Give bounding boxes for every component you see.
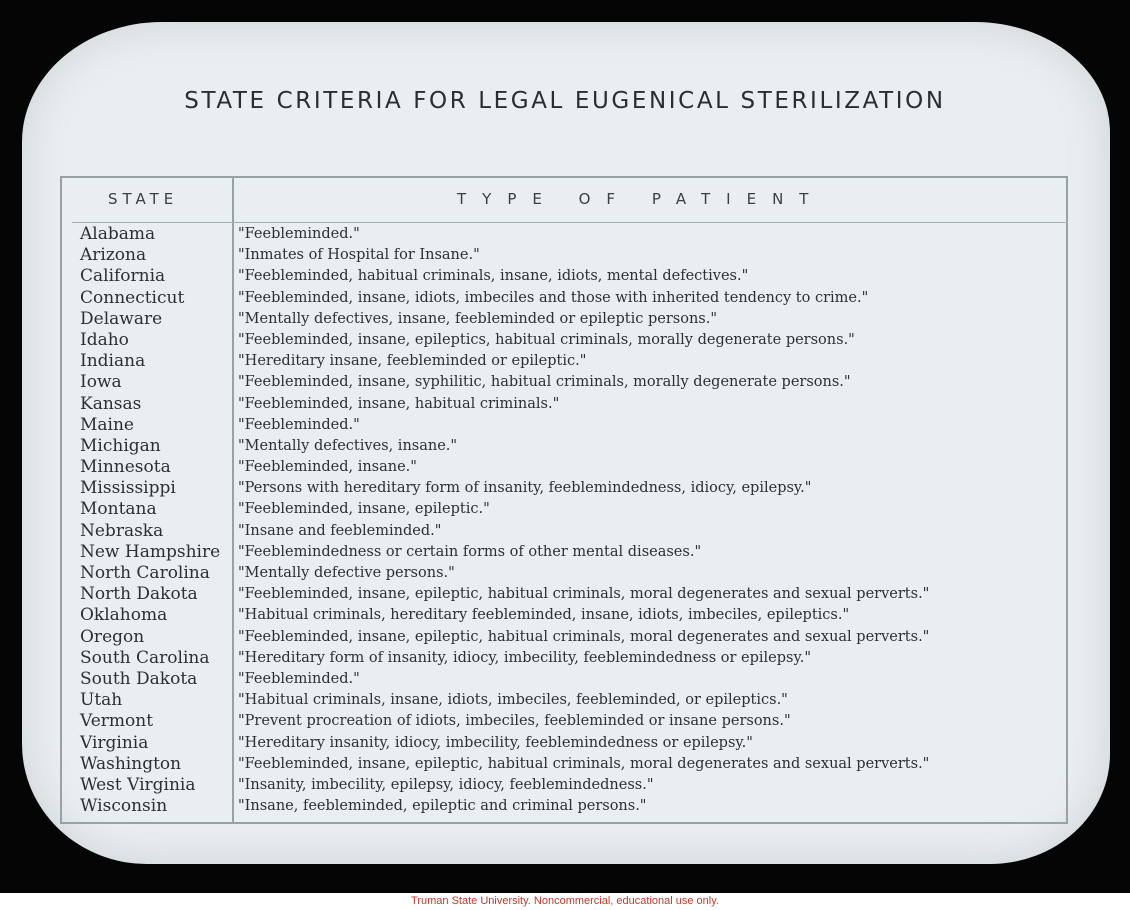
state-name: Iowa (80, 372, 122, 393)
state-name: Delaware (80, 308, 163, 329)
header-divider (72, 222, 1068, 223)
state-name: Virginia (80, 732, 149, 753)
table-row (62, 542, 1066, 563)
table-row (62, 478, 1066, 499)
table-row (62, 394, 1066, 415)
patient-type: "Persons with hereditary form of insanity, feeblemindedness, idiocy, epilepsy." (238, 480, 812, 497)
table-row (62, 775, 1066, 796)
patient-type: "Feebleminded, insane, syphilitic, habitual criminals, morally degenerate persons." (238, 374, 851, 391)
patient-type: "Inmates of Hospital for Insane." (238, 247, 480, 264)
patient-type: "Feebleminded, habitual criminals, insane, idiots, mental defectives." (238, 268, 749, 285)
state-name: Kansas (80, 393, 142, 414)
table-row (62, 584, 1066, 605)
slide-title: STATE CRITERIA FOR LEGAL EUGENICAL STERILIZATION (184, 88, 946, 114)
state-name: Oklahoma (80, 605, 168, 626)
patient-type: "Feebleminded, insane." (238, 459, 417, 476)
patient-type: "Mentally defective persons." (238, 565, 455, 581)
table-row (62, 309, 1066, 330)
patient-type: "Prevent procreation of idiots, imbeciles, feebleminded or insane persons." (238, 713, 791, 730)
table-row (62, 372, 1066, 393)
table-row (62, 266, 1066, 287)
state-name: New Hampshire (80, 541, 221, 562)
state-name: Indiana (80, 351, 146, 372)
state-name: West Virginia (80, 774, 196, 795)
patient-type: "Insanity, imbecility, epilepsy, idiocy, feeblemindedness." (238, 776, 654, 793)
table-row (62, 521, 1066, 542)
table-body (62, 224, 1066, 817)
state-name: California (80, 266, 166, 287)
table-row (62, 330, 1066, 351)
criteria-table (60, 176, 1068, 824)
patient-type: "Feebleminded." (238, 226, 360, 242)
state-name: Washington (80, 753, 182, 774)
header-state: STATE (108, 190, 179, 208)
patient-type: "Mentally defectives, insane, feebleminded or epileptic persons." (238, 310, 718, 327)
state-name: North Dakota (80, 584, 198, 605)
state-name: Oregon (80, 626, 145, 647)
header-type-of-patient: TYPE OF PATIENT (457, 190, 825, 208)
patient-type: "Feebleminded, insane, epileptic, habitual criminals, moral degenerates and sexual perverts." (238, 628, 930, 645)
table-row (62, 648, 1066, 669)
state-name: Montana (80, 499, 157, 520)
state-name: Idaho (80, 329, 129, 350)
state-name: Minnesota (80, 457, 171, 478)
state-name: North Carolina (80, 563, 210, 583)
patient-type: "Hereditary insane, feebleminded or epileptic." (238, 353, 587, 370)
state-name: Arizona (80, 245, 147, 266)
patient-type: "Feebleminded." (238, 416, 360, 433)
patient-type: "Feebleminded, insane, habitual criminals." (238, 395, 560, 412)
table-row (62, 690, 1066, 711)
patient-type: "Feeblemindedness or certain forms of other mental diseases." (238, 543, 702, 560)
footer-credit: Truman State University. Noncommercial, educational use only. (411, 895, 719, 907)
state-name: Alabama (80, 224, 156, 244)
patient-type: "Feebleminded, insane, epileptic." (238, 501, 490, 518)
table-row (62, 436, 1066, 457)
table-row (62, 351, 1066, 372)
table-row (62, 245, 1066, 266)
patient-type: "Mentally defectives, insane." (238, 437, 458, 454)
patient-type: "Feebleminded, insane, idiots, imbeciles and those with inherited tendency to crime." (238, 289, 869, 306)
table-row (62, 563, 1066, 584)
table-row (62, 605, 1066, 626)
patient-type: "Feebleminded, insane, epileptic, habitual criminals, moral degenerates and sexual perverts." (238, 586, 930, 603)
table-row (62, 224, 1066, 245)
state-name: Nebraska (80, 520, 164, 541)
state-name: Vermont (80, 711, 154, 732)
state-name: South Carolina (80, 647, 210, 668)
table-row (62, 499, 1066, 520)
patient-type: "Feebleminded." (238, 670, 360, 687)
table-row (62, 415, 1066, 436)
table-row (62, 796, 1066, 817)
state-name: South Dakota (80, 668, 198, 689)
state-name: Connecticut (80, 287, 185, 308)
patient-type: "Insane and feebleminded." (238, 522, 442, 539)
patient-type: "Habitual criminals, insane, idiots, imbeciles, feebleminded, or epileptics." (238, 692, 788, 709)
patient-type: "Feebleminded, insane, epileptics, habitual criminals, morally degenerate persons." (238, 331, 855, 348)
state-name: Utah (80, 690, 123, 711)
table-row (62, 733, 1066, 754)
patient-type: "Hereditary form of insanity, idiocy, imbecility, feeblemindedness or epilepsy." (238, 649, 812, 666)
table-row (62, 669, 1066, 690)
table-row (62, 288, 1066, 309)
table-row (62, 754, 1066, 775)
state-name: Maine (80, 414, 134, 435)
state-name: Michigan (80, 435, 161, 456)
patient-type: "Hereditary insanity, idiocy, imbecility, feeblemindedness or epilepsy." (238, 734, 753, 751)
patient-type: "Insane, feebleminded, epileptic and criminal persons." (238, 798, 647, 815)
state-name: Mississippi (80, 478, 176, 499)
patient-type: "Habitual criminals, hereditary feebleminded, insane, idiots, imbeciles, epileptics." (238, 607, 850, 624)
patient-type: "Feebleminded, insane, epileptic, habitual criminals, moral degenerates and sexual perverts." (238, 755, 930, 772)
state-name: Wisconsin (80, 796, 168, 817)
table-row (62, 457, 1066, 478)
table-row (62, 627, 1066, 648)
table-row (62, 711, 1066, 732)
